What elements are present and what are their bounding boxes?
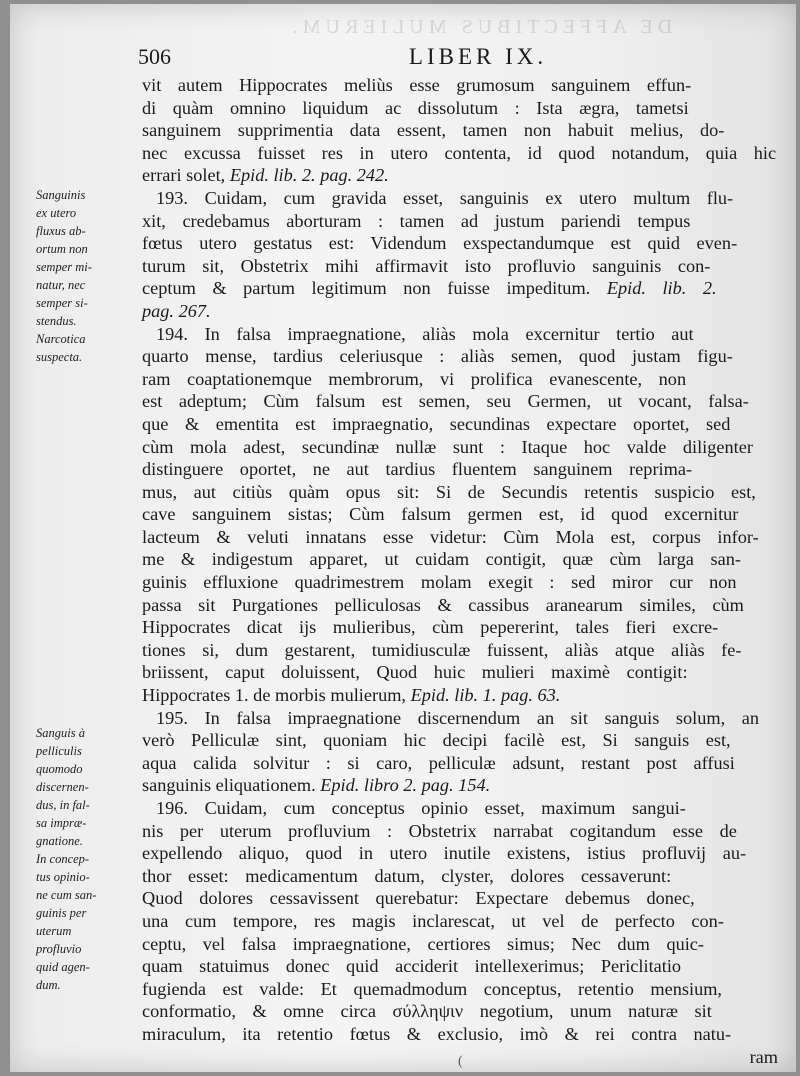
margin-line: gnatione. [36,834,83,848]
text-line: mus, aut citiùs quàm opus sit: Si de Secundis retentis suspicio est, [142,481,756,502]
text-line: Hippocrates dicat ijs mulieribus, cùm pepererint, tales fieri excre- [142,617,719,638]
text-line: distinguere oportet, ne aut tardius fluentem sanguinem reprima- [142,459,693,480]
citation: Epid. lib. 2. pag. 242. [229,165,389,186]
margin-line: ne cum san- [36,888,97,902]
margin-line: pelliculis [36,744,82,758]
text-line: ram [749,1046,778,1067]
margin-line: semper si- [36,296,88,310]
margin-line: tus opinio- [36,870,90,884]
text-line: passa sit Purgationes pelliculosas & cassibus aranearum similes, cùm [142,594,744,615]
text-line [142,774,778,797]
text-line [142,164,778,187]
margin-line: sa impræ- [36,816,87,830]
text-line: briissent, caput doluissent, Quod huic mulieri maximè contigit: [142,662,688,683]
margin-line: quomodo [36,762,83,776]
text-line: una cum tempore, res magis inclarescat, ut vel de perfecto con- [142,910,724,931]
citation: Epid. libro 2. pag. 154. [320,775,491,796]
text-line: Quod dolores cessavissent querebatur: Expectare debemus donec, [142,888,695,909]
text-line: nis per uterum profluvium : Obstetrix narrabat cogitandum esse de [142,820,737,841]
paragraph-196-start: 196. Cuidam, cum conceptus opinio esset, maximum sangui- [156,798,686,818]
citation: pag. 267. [142,300,211,321]
text-line: sanguinem supprimentia data essent, tamen non habuit melius, do- [142,120,725,141]
margin-line: profluvio [36,942,82,956]
margin-note-bleeding [36,186,136,366]
bleed-through-text: DE AFFECTIBUS MULIERUM. [287,16,673,38]
paragraph-193-start: 193. Cuidam, cum gravida esset, sanguinis ex utero multum flu- [156,187,734,208]
text-line: conformatio, & omne circa σύλληψιν negotium, unum naturæ sit [142,1001,712,1022]
bottom-mark: ( [458,1054,463,1069]
margin-line: dus, in fal- [36,798,90,812]
body-text [142,74,778,1068]
citation: Epid. lib. 2. [606,278,717,299]
page-header [138,44,778,74]
page-number: 506 [138,44,171,69]
text-segment: ceptum & partum legitimum non fuisse impeditum. [142,278,607,299]
text-line: me & indigestum apparet, ut cuidam contigit, quæ cùm larga san- [142,549,741,570]
margin-line: suspecta. [36,350,83,364]
text-line: thor esset: medicamentum datum, clyster, dolores cessaverunt: [142,865,672,886]
margin-line: ex utero [36,206,77,220]
text-segment: errari solet, [142,165,230,186]
text-line: nec excussa fuisset res in utero contenta, id quod notandum, quia hic [142,142,777,163]
text-line: guinis effluxione quadrimestrem molam exegit : sed miror cur non [142,572,737,593]
text-line: fœtus utero gestatus est: Videndum exspectandumque est quid even- [142,233,738,254]
text-line: verò Pelliculæ sint, quoniam hic decipi facilè est, Si sanguis est, [142,730,731,751]
text-line: xit, credebamus aborturam : tamen ad justum pariendi tempus [142,210,691,231]
paragraph-194-start: 194. In falsa impraegnatione, aliàs mola excernitur tertio aut [156,323,694,344]
citation: Epid. lib. 1. pag. 63. [410,685,561,706]
text-line: expellendo aliquo, quod in utero inutile existens, istius profluvij au- [142,843,747,864]
margin-line: Narcotica [36,332,86,346]
margin-line: fluxus ab- [36,224,86,238]
text-line [142,684,778,707]
paragraph-195-start: 195. In falsa impraegnatione discernendum an sit sanguis solum, an [156,707,760,728]
text-line [142,300,778,323]
margin-line: guinis per [36,906,87,920]
text-line: que & ementita est impraegnatio, secundinas expectare oportet, sed [142,413,731,434]
text-line: di quàm omnino liquidum ac dissolutum : Ista ægra, tametsi [142,97,689,118]
text-line: quarto mense, tardius celeriusque : aliàs semen, quod justam figu- [142,346,733,367]
text-segment: Hippocrates 1. de morbis mulierum, [142,685,411,706]
text-line: quam statuimus donec quid acciderit intellexerimus; Periclitatio [142,956,682,977]
text-line: ram coaptationemque membrorum, vi prolifica evanescente, non [142,368,687,389]
text-line: cùm mola adest, secundinæ nullæ sunt : Itaque hoc valde diligenter [142,436,753,457]
margin-line: Sanguis à [36,726,85,740]
margin-line: Sanguinis [36,188,86,202]
text-line: cave sanguinem sistas; Cùm falsum germen est, id quod excernitur [142,504,739,525]
text-line: aqua calida solvitur : si caro, pelliculæ adsunt, restant post affusi [142,752,735,773]
margin-line: In concep- [36,852,90,866]
book-page [10,4,796,1072]
margin-line: ortum non [36,242,88,256]
text-line: tiones si, dum gestarent, tumidiusculæ fuissent, aliàs atque aliàs fe- [142,639,742,660]
text-segment: sanguinis eliquationem. [142,775,321,796]
margin-note-pellicles [36,724,136,994]
text-line: vit autem Hippocrates meliùs esse grumosum sanguinem effun- [142,75,692,95]
margin-line: semper mi- [36,260,92,274]
text-line: fugienda est valde: Et quemadmodum conceptus, retentio mensium, [142,978,723,999]
text-line: lacteum & veluti innatans esse videtur: Cùm Mola est, corpus infor- [142,526,759,547]
margin-line: stendus. [36,314,77,328]
text-line: miraculum, ita retentio fœtus & exclusio, imò & rei contra natu- [142,1023,732,1044]
margin-line: natur, nec [36,278,86,292]
margin-line: quid agen- [36,960,90,974]
text-line: turum sit, Obstetrix mihi affirmavit isto profluvio sanguinis con- [142,255,711,276]
text-line: ceptu, vel falsa impraegnatione, certiores simus; Nec dum quic- [142,933,705,954]
running-title: LIBER IX. [408,44,548,69]
text-line [142,277,778,300]
margin-line: dum. [36,978,61,992]
margin-line: discernen- [36,780,89,794]
margin-line: uterum [36,924,72,938]
text-line: est adeptum; Cùm falsum est semen, seu Germen, ut vocant, falsa- [142,391,749,412]
